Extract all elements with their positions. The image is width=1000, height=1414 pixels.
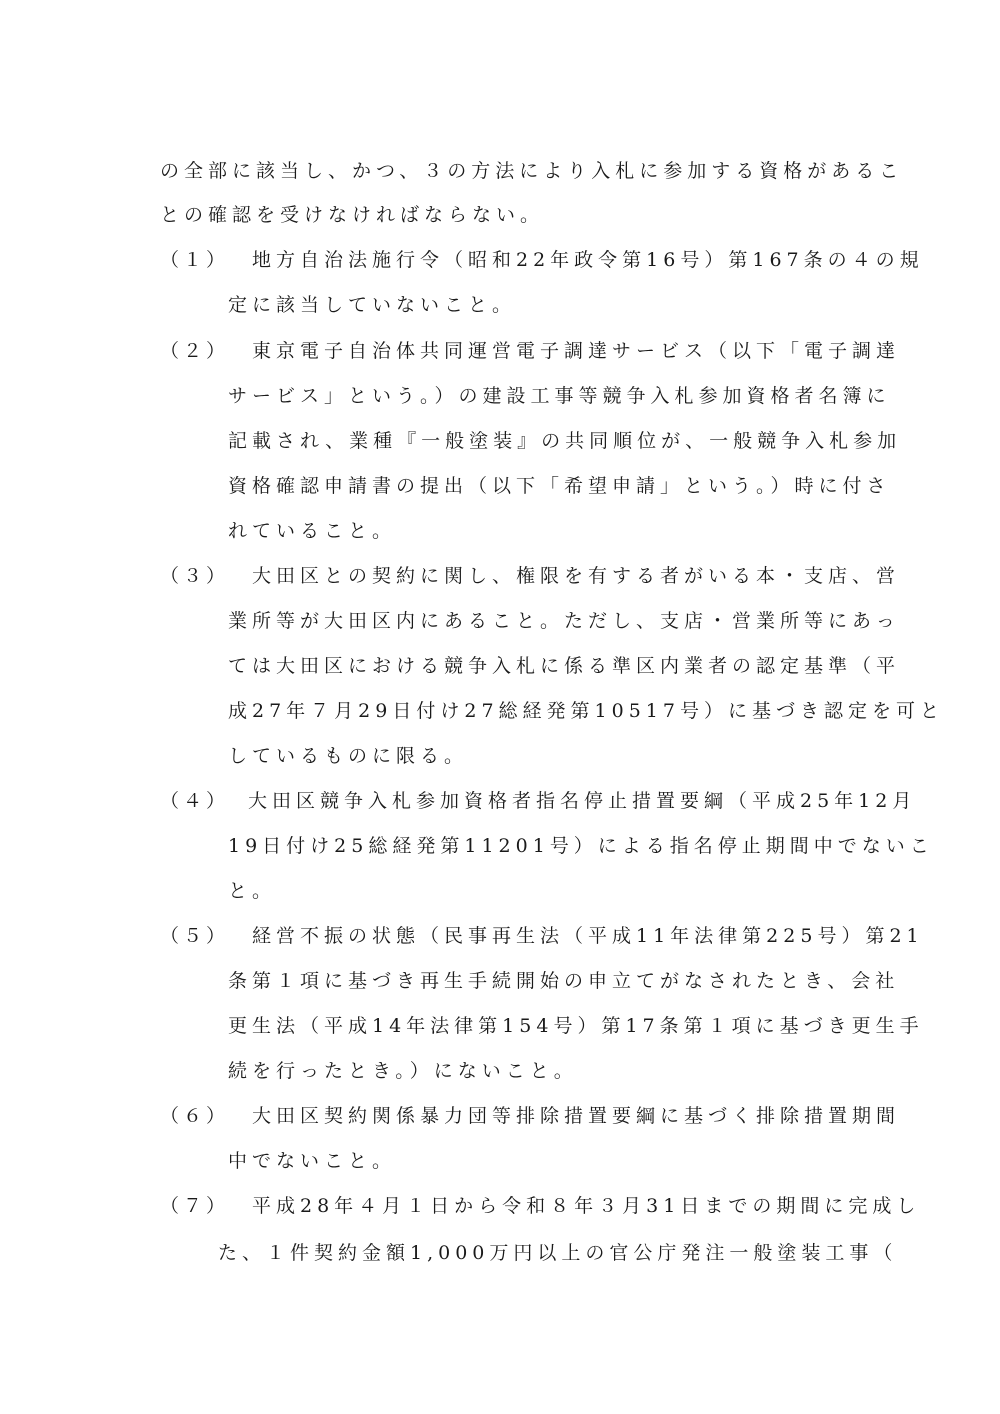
item-line: 平成28年４月１日から令和８年３月31日までの期間に完成し	[252, 1195, 921, 1217]
item-line: サービス」という。）の建設工事等競争入札参加資格者名簿に	[228, 385, 891, 407]
item-line: 中でないこと。	[228, 1150, 397, 1172]
intro-line: との確認を受けなければならない。	[160, 204, 545, 226]
item-line: 続を行ったとき。）にないこと。	[228, 1060, 578, 1082]
item-line: 経営不振の状態（民事再生法（平成11年法律第225号）第21	[252, 925, 924, 947]
item-line: 記載され、業種『一般塗装』の共同順位が、一般競争入札参加	[228, 430, 902, 452]
item-line: 定に該当していないこと。	[228, 294, 517, 316]
item-line: 条第１項に基づき再生手続開始の申立てがなされたとき、会社	[228, 970, 900, 992]
item-line: しているものに限る。	[228, 745, 469, 767]
item-number: （６）	[160, 1105, 230, 1127]
item-line: と。	[228, 880, 277, 902]
item-line: 成27年７月29日付け27総経発第10517号）に基づき認定を可と	[228, 700, 944, 722]
item-number: （７）	[160, 1195, 230, 1217]
item-line: 地方自治法施行令（昭和22年政令第16号）第167条の４の規	[252, 249, 924, 271]
item-line: 19日付け25総経発第11201号）による指名停止期間中でないこ	[228, 835, 934, 857]
item-number: （５）	[160, 925, 230, 947]
item-line: れていること。	[228, 520, 397, 542]
item-number: （４）	[160, 790, 230, 812]
item-line: 大田区契約関係暴力団等排除措置要綱に基づく排除措置期間	[252, 1105, 901, 1127]
item-line: 業所等が大田区内にあること。ただし、支店・営業所等にあっ	[228, 610, 900, 632]
item-number: （１）	[160, 249, 230, 271]
item-line: ては大田区における競争入札に係る準区内業者の認定基準（平	[228, 655, 901, 677]
item-line: 更生法（平成14年法律第154号）第17条第１項に基づき更生手	[228, 1015, 924, 1037]
item-line: 東京電子自治体共同運営電子調達サービス（以下「電子調達	[252, 340, 901, 362]
item-line: た、１件契約金額1,000万円以上の官公庁発注一般塗装工事（	[218, 1242, 898, 1264]
item-line: 資格確認申請書の提出（以下「希望申請」という。）時に付さ	[228, 475, 891, 497]
intro-line: の全部に該当し、かつ、３の方法により入札に参加する資格があるこ	[160, 160, 904, 182]
item-line: 大田区との契約に関し、権限を有する者がいる本・支店、営	[252, 565, 901, 587]
item-number: （２）	[160, 340, 230, 362]
item-number: （３）	[160, 565, 230, 587]
item-line: 大田区競争入札参加資格者指名停止措置要綱（平成25年12月	[248, 790, 917, 812]
